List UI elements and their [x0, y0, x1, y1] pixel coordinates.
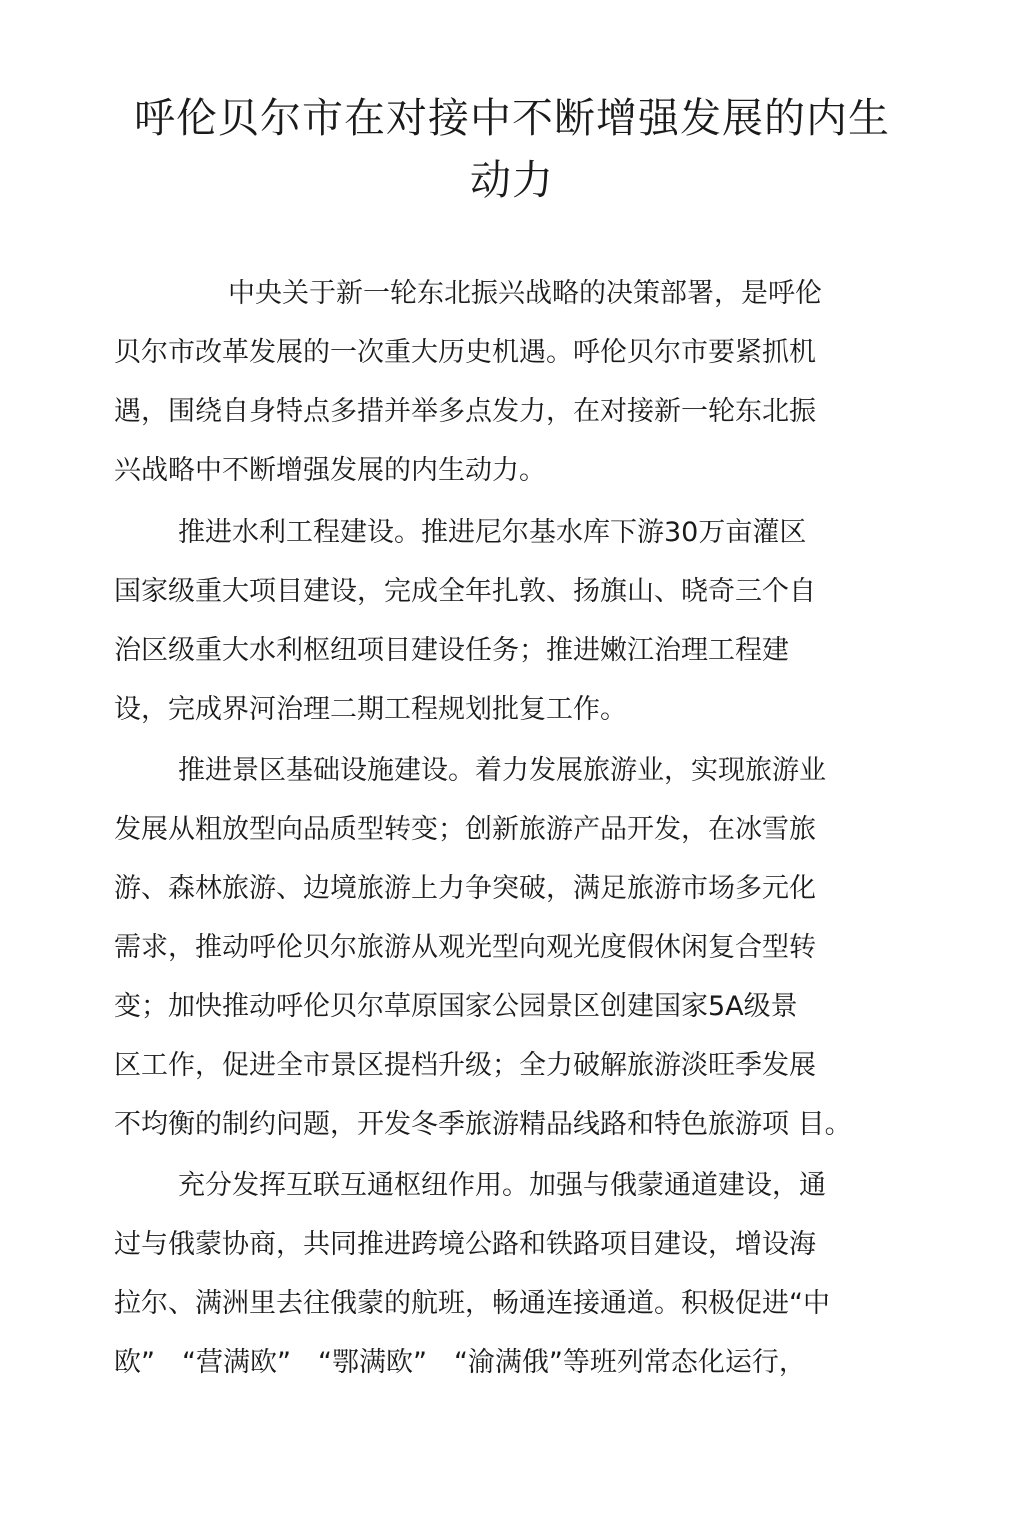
paragraph-4-line-2: 过与俄蒙协商，共同推进跨境公路和铁路项目建设，增设海: [114, 1229, 816, 1260]
paragraph-3-line-6: 区工作，促进全市景区提档升级；全力破解旅游淡旺季发展: [114, 1050, 816, 1081]
paragraph-4-line-4: 欧” “营满欧” “鄂满欧” “渝满俄”等班列常态化运行，: [114, 1347, 806, 1378]
paragraph-2-line-3: 治区级重大水利枢纽项目建设任务；推进嫩江治理工程建: [114, 635, 789, 666]
paragraph-1-line-3: 遇，围绕自身特点多措并举多点发力，在对接新一轮东北振: [114, 396, 816, 427]
paragraph-3-line-2: 发展从粗放型向品质型转变；创新旅游产品开发，在冰雪旅: [114, 814, 816, 845]
paragraph-1-line-4: 兴战略中不断增强发展的内生动力。: [114, 455, 546, 486]
paragraph-4-line-1: 充分发挥互联互通枢纽作用。加强与俄蒙通道建设，通: [178, 1170, 826, 1201]
document-title-line-1: 呼伦贝尔市在对接中不断增强发展的内生: [134, 94, 890, 142]
paragraph-2-line-2: 国家级重大项目建设，完成全年扎敦、扬旗山、晓奇三个自: [114, 576, 816, 607]
paragraph-2-line-1: 推进水利工程建设。推进尼尔基水库下游30万亩灌区: [178, 517, 807, 548]
paragraph-3-line-4: 需求，推动呼伦贝尔旅游从观光型向观光度假休闲复合型转: [114, 932, 816, 963]
paragraph-3-line-7: 不均衡的制约问题，开发冬季旅游精品线路和特色旅游项 目。: [114, 1109, 852, 1140]
paragraph-3-line-5: 变；加快推动呼伦贝尔草原国家公园景区创建国家5A级景: [114, 991, 798, 1022]
paragraph-3-line-1: 推进景区基础设施建设。着力发展旅游业，实现旅游业: [178, 755, 826, 786]
paragraph-3-line-3: 游、森林旅游、边境旅游上力争突破，满足旅游市场多元化: [114, 873, 816, 904]
paragraph-1-line-2: 贝尔市改革发展的一次重大历史机遇。呼伦贝尔市要紧抓机: [114, 337, 816, 368]
paragraph-2-line-4: 设，完成界河治理二期工程规划批复工作。: [114, 694, 627, 725]
paragraph-1-line-1: 中央关于新一轮东北振兴战略的决策部署，是呼伦: [228, 278, 822, 309]
document-title-line-2: 动力: [470, 156, 554, 204]
paragraph-4-line-3: 拉尔、满洲里去往俄蒙的航班，畅通连接通道。积极促进“中: [114, 1288, 830, 1319]
